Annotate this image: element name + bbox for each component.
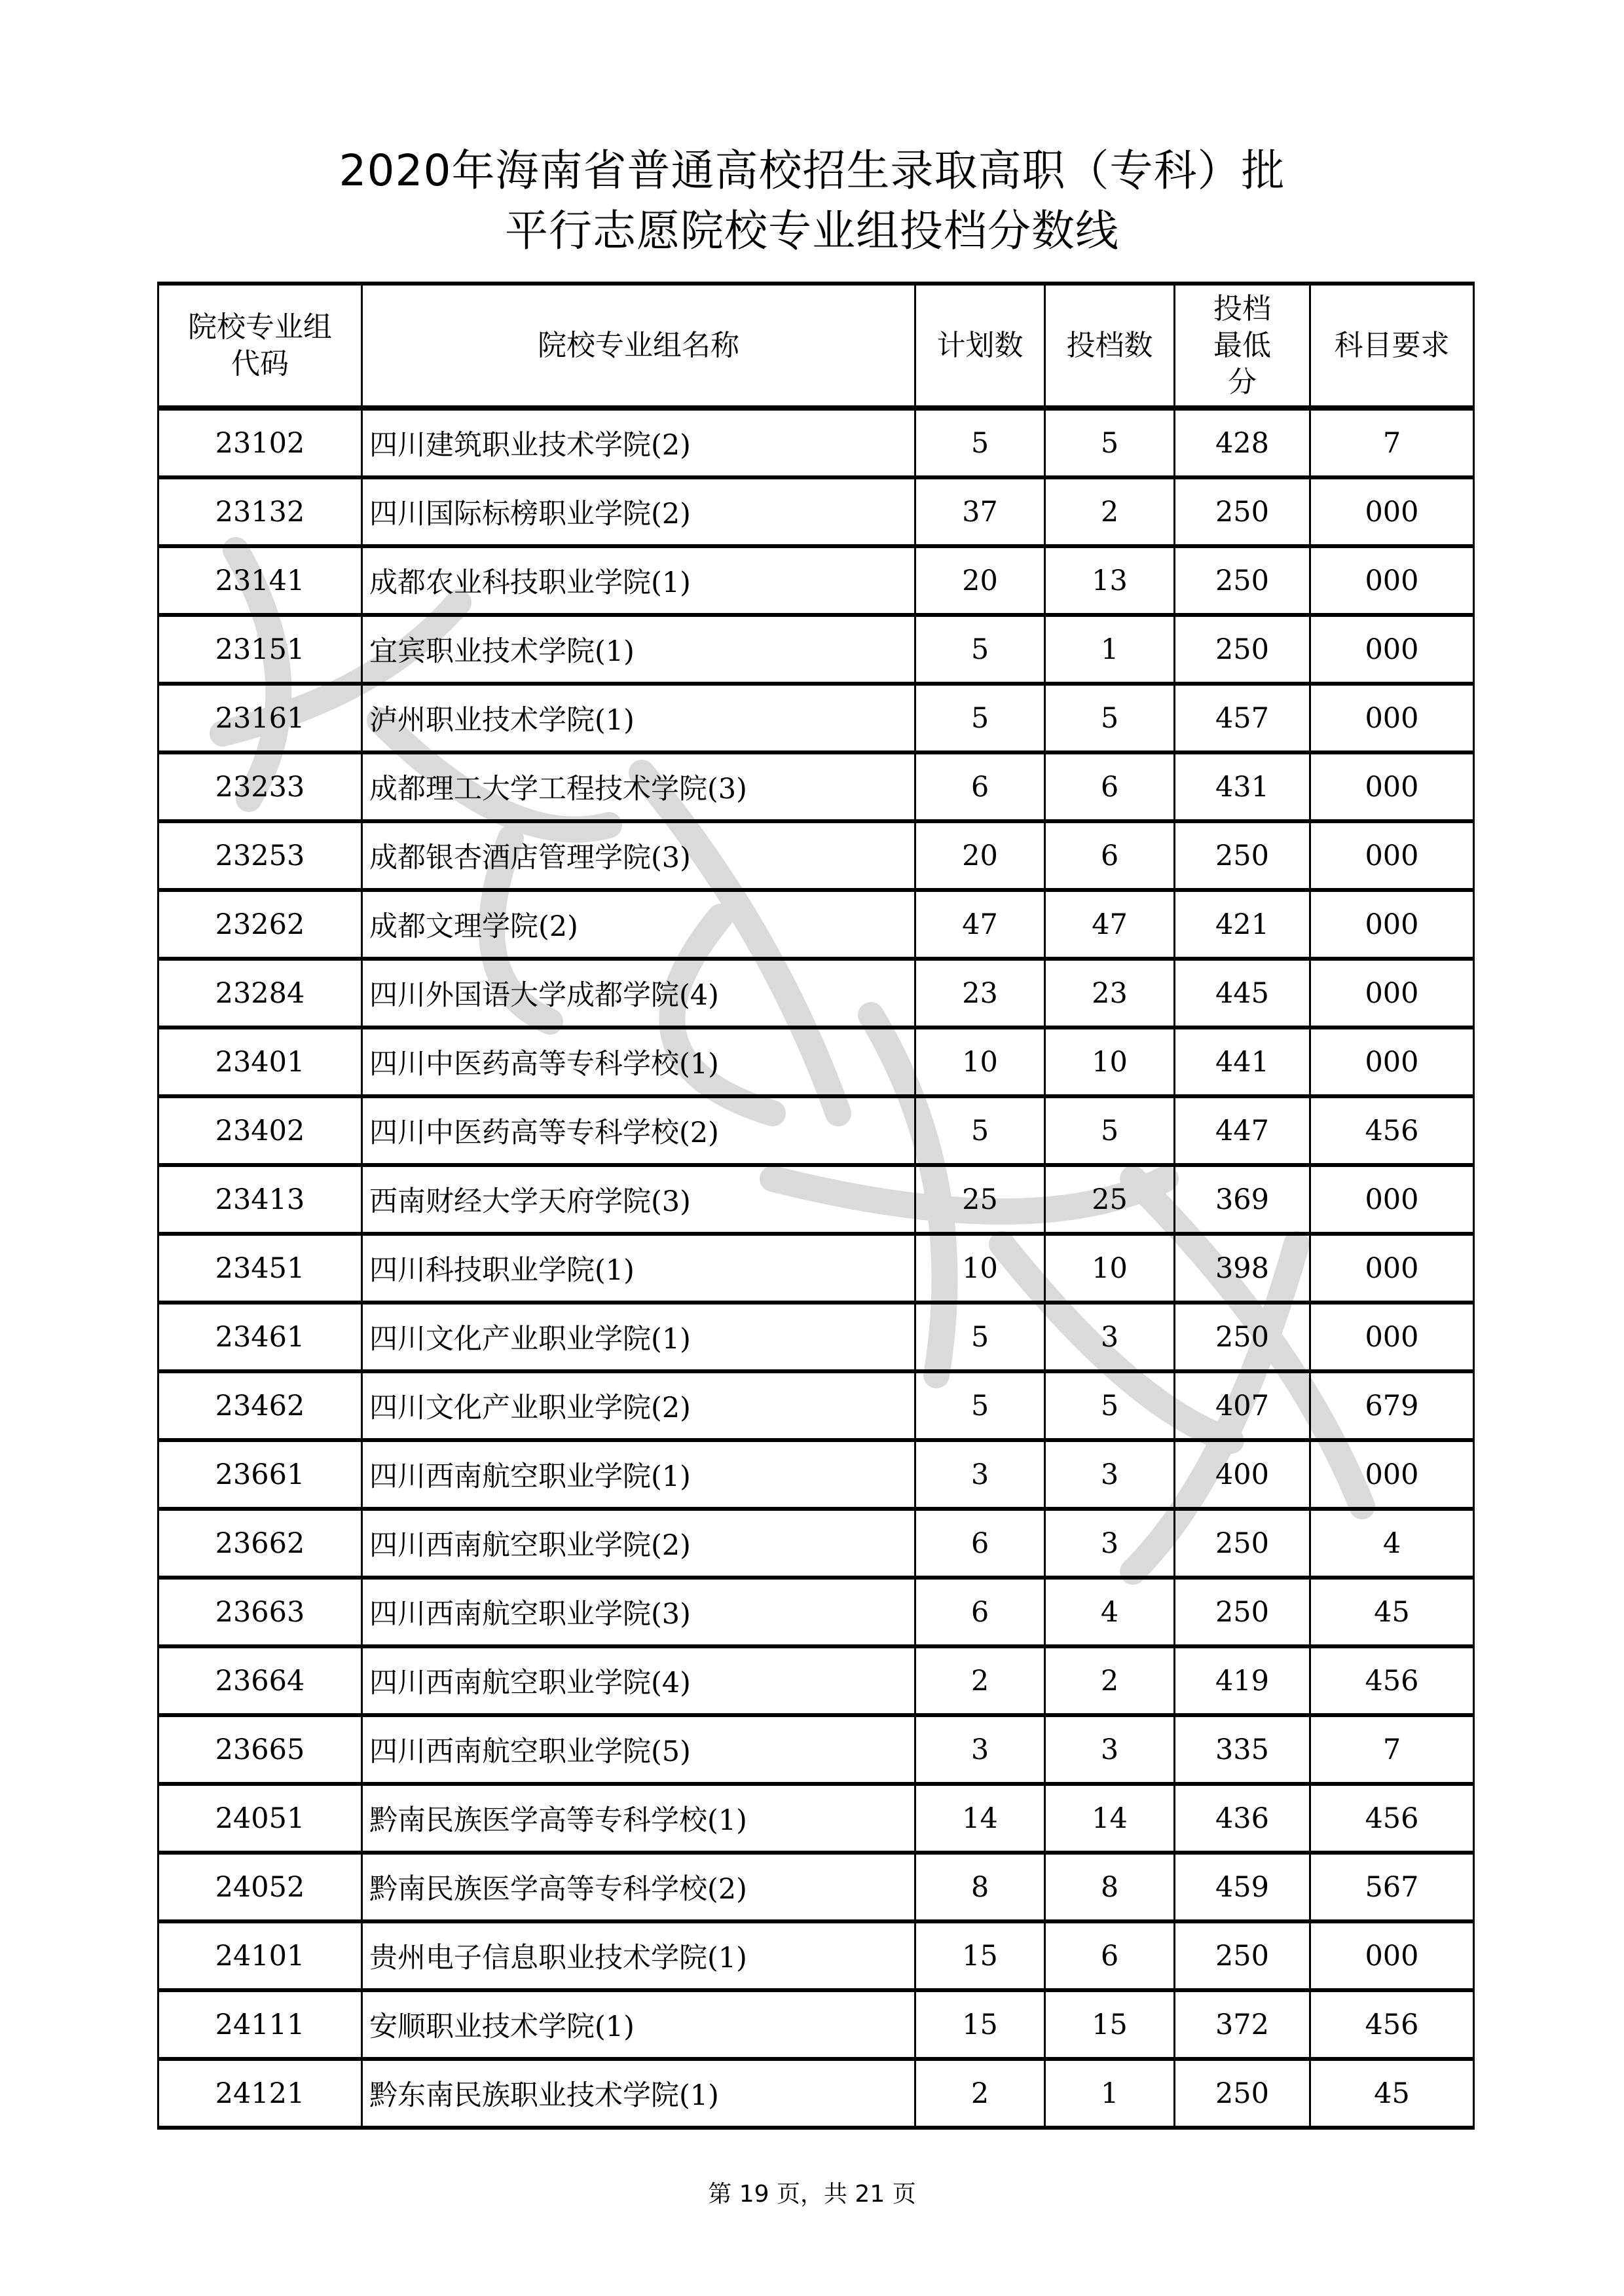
table-row <box>158 1509 1474 1578</box>
cell-min-score: 436 <box>1175 1784 1310 1853</box>
cell-subject-requirement: 000 <box>1310 752 1474 821</box>
cell-plan-count: 5 <box>915 1371 1045 1440</box>
cell-group-name: 四川西南航空职业学院(3) <box>362 1578 915 1646</box>
cell-group-code: 23284 <box>158 959 362 1028</box>
cell-min-score: 250 <box>1175 615 1310 684</box>
cell-min-score: 250 <box>1175 821 1310 890</box>
table-row <box>158 1578 1474 1646</box>
cell-admitted-count: 5 <box>1045 408 1175 477</box>
table-row <box>158 1371 1474 1440</box>
cell-min-score: 407 <box>1175 1371 1310 1440</box>
cell-group-name: 贵州电子信息职业技术学院(1) <box>362 1921 915 1990</box>
cell-subject-requirement: 7 <box>1310 408 1474 477</box>
cell-group-name: 四川中医药高等专科学校(1) <box>362 1028 915 1096</box>
admission-score-table <box>157 282 1475 2130</box>
cell-min-score: 250 <box>1175 1921 1310 1990</box>
cell-admitted-count: 1 <box>1045 615 1175 684</box>
cell-plan-count: 3 <box>915 1715 1045 1784</box>
cell-group-code: 24121 <box>158 2059 362 2128</box>
cell-min-score: 447 <box>1175 1096 1310 1165</box>
cell-admitted-count: 25 <box>1045 1165 1175 1234</box>
cell-group-code: 23665 <box>158 1715 362 1784</box>
cell-plan-count: 6 <box>915 752 1045 821</box>
table-row <box>158 1784 1474 1853</box>
header-subjects: 科目要求 <box>1310 284 1474 408</box>
cell-plan-count: 10 <box>915 1234 1045 1303</box>
cell-admitted-count: 10 <box>1045 1234 1175 1303</box>
cell-group-code: 24111 <box>158 1990 362 2059</box>
cell-group-code: 23413 <box>158 1165 362 1234</box>
cell-plan-count: 5 <box>915 1096 1045 1165</box>
table-row <box>158 1440 1474 1509</box>
cell-subject-requirement: 4 <box>1310 1509 1474 1578</box>
cell-group-name: 黔东南民族职业技术学院(1) <box>362 2059 915 2128</box>
table-row <box>158 408 1474 477</box>
cell-subject-requirement: 000 <box>1310 546 1474 615</box>
cell-group-code: 23102 <box>158 408 362 477</box>
cell-group-name: 四川西南航空职业学院(2) <box>362 1509 915 1578</box>
cell-admitted-count: 5 <box>1045 1371 1175 1440</box>
cell-admitted-count: 23 <box>1045 959 1175 1028</box>
cell-group-name: 四川文化产业职业学院(1) <box>362 1303 915 1371</box>
table-row <box>158 1303 1474 1371</box>
cell-admitted-count: 4 <box>1045 1578 1175 1646</box>
cell-admitted-count: 3 <box>1045 1715 1175 1784</box>
cell-group-name: 四川西南航空职业学院(1) <box>362 1440 915 1509</box>
cell-group-code: 23151 <box>158 615 362 684</box>
cell-min-score: 372 <box>1175 1990 1310 2059</box>
document-title-line-2: 平行志愿院校专业组投档分数线 <box>505 206 1119 256</box>
table-row <box>158 1990 1474 2059</box>
cell-admitted-count: 15 <box>1045 1990 1175 2059</box>
cell-min-score: 250 <box>1175 1509 1310 1578</box>
table-row <box>158 959 1474 1028</box>
cell-min-score: 445 <box>1175 959 1310 1028</box>
cell-subject-requirement: 679 <box>1310 1371 1474 1440</box>
cell-subject-requirement: 000 <box>1310 684 1474 752</box>
header-min-score: 投档最低分 <box>1175 284 1310 408</box>
cell-group-code: 23461 <box>158 1303 362 1371</box>
table-header-row <box>158 284 1474 408</box>
cell-plan-count: 2 <box>915 2059 1045 2128</box>
cell-min-score: 419 <box>1175 1646 1310 1715</box>
cell-min-score: 421 <box>1175 890 1310 959</box>
cell-admitted-count: 6 <box>1045 752 1175 821</box>
table-row <box>158 546 1474 615</box>
cell-subject-requirement: 000 <box>1310 477 1474 546</box>
page-number-footer: 第 19 页，共 21 页 <box>708 2181 916 2208</box>
table-row <box>158 821 1474 890</box>
cell-plan-count: 14 <box>915 1784 1045 1853</box>
cell-plan-count: 20 <box>915 821 1045 890</box>
cell-group-code: 23462 <box>158 1371 362 1440</box>
cell-admitted-count: 14 <box>1045 1784 1175 1853</box>
cell-group-name: 成都农业科技职业学院(1) <box>362 546 915 615</box>
cell-admitted-count: 1 <box>1045 2059 1175 2128</box>
cell-plan-count: 25 <box>915 1165 1045 1234</box>
table-row <box>158 752 1474 821</box>
table-row <box>158 1715 1474 1784</box>
cell-min-score: 250 <box>1175 2059 1310 2128</box>
cell-subject-requirement: 000 <box>1310 959 1474 1028</box>
cell-group-name: 四川西南航空职业学院(4) <box>362 1646 915 1715</box>
cell-group-code: 23233 <box>158 752 362 821</box>
cell-plan-count: 20 <box>915 546 1045 615</box>
table-row <box>158 477 1474 546</box>
cell-subject-requirement: 567 <box>1310 1853 1474 1921</box>
cell-admitted-count: 2 <box>1045 477 1175 546</box>
cell-subject-requirement: 45 <box>1310 1578 1474 1646</box>
cell-subject-requirement: 456 <box>1310 1784 1474 1853</box>
cell-admitted-count: 6 <box>1045 821 1175 890</box>
cell-plan-count: 15 <box>915 1921 1045 1990</box>
table-row <box>158 1165 1474 1234</box>
cell-admitted-count: 8 <box>1045 1853 1175 1921</box>
cell-group-name: 四川建筑职业技术学院(2) <box>362 408 915 477</box>
cell-admitted-count: 3 <box>1045 1440 1175 1509</box>
cell-group-code: 23262 <box>158 890 362 959</box>
cell-plan-count: 6 <box>915 1509 1045 1578</box>
cell-group-name: 黔南民族医学高等专科学校(1) <box>362 1784 915 1853</box>
cell-group-name: 四川中医药高等专科学校(2) <box>362 1096 915 1165</box>
cell-group-name: 成都理工大学工程技术学院(3) <box>362 752 915 821</box>
cell-plan-count: 15 <box>915 1990 1045 2059</box>
cell-min-score: 428 <box>1175 408 1310 477</box>
cell-plan-count: 5 <box>915 1303 1045 1371</box>
header-admitted: 投档数 <box>1045 284 1175 408</box>
cell-subject-requirement: 000 <box>1310 615 1474 684</box>
cell-admitted-count: 47 <box>1045 890 1175 959</box>
cell-admitted-count: 13 <box>1045 546 1175 615</box>
cell-group-code: 23253 <box>158 821 362 890</box>
cell-group-code: 23451 <box>158 1234 362 1303</box>
header-code: 院校专业组代码 <box>158 284 362 408</box>
table-row <box>158 1646 1474 1715</box>
table-row <box>158 684 1474 752</box>
cell-subject-requirement: 000 <box>1310 1234 1474 1303</box>
cell-group-name: 四川文化产业职业学院(2) <box>362 1371 915 1440</box>
cell-subject-requirement: 45 <box>1310 2059 1474 2128</box>
table-row <box>158 1096 1474 1165</box>
cell-min-score: 431 <box>1175 752 1310 821</box>
cell-subject-requirement: 000 <box>1310 890 1474 959</box>
cell-subject-requirement: 456 <box>1310 1646 1474 1715</box>
cell-plan-count: 2 <box>915 1646 1045 1715</box>
cell-subject-requirement: 000 <box>1310 1440 1474 1509</box>
cell-group-name: 宜宾职业技术学院(1) <box>362 615 915 684</box>
table-row <box>158 2059 1474 2128</box>
table-row <box>158 1234 1474 1303</box>
cell-group-code: 23402 <box>158 1096 362 1165</box>
cell-subject-requirement: 7 <box>1310 1715 1474 1784</box>
cell-min-score: 398 <box>1175 1234 1310 1303</box>
cell-group-code: 23141 <box>158 546 362 615</box>
cell-min-score: 250 <box>1175 546 1310 615</box>
cell-group-code: 24052 <box>158 1853 362 1921</box>
cell-group-code: 23664 <box>158 1646 362 1715</box>
cell-subject-requirement: 000 <box>1310 1303 1474 1371</box>
cell-group-name: 泸州职业技术学院(1) <box>362 684 915 752</box>
cell-min-score: 335 <box>1175 1715 1310 1784</box>
cell-plan-count: 23 <box>915 959 1045 1028</box>
cell-admitted-count: 6 <box>1045 1921 1175 1990</box>
cell-group-code: 24051 <box>158 1784 362 1853</box>
cell-plan-count: 47 <box>915 890 1045 959</box>
cell-group-name: 黔南民族医学高等专科学校(2) <box>362 1853 915 1921</box>
cell-group-code: 23401 <box>158 1028 362 1096</box>
cell-min-score: 250 <box>1175 477 1310 546</box>
table-row <box>158 1853 1474 1921</box>
cell-plan-count: 5 <box>915 684 1045 752</box>
cell-plan-count: 10 <box>915 1028 1045 1096</box>
table-row <box>158 1028 1474 1096</box>
cell-min-score: 250 <box>1175 1578 1310 1646</box>
header-plan: 计划数 <box>915 284 1045 408</box>
cell-min-score: 459 <box>1175 1853 1310 1921</box>
cell-group-name: 安顺职业技术学院(1) <box>362 1990 915 2059</box>
cell-subject-requirement: 456 <box>1310 1990 1474 2059</box>
cell-group-name: 成都文理学院(2) <box>362 890 915 959</box>
table-row <box>158 1921 1474 1990</box>
cell-group-name: 四川国际标榜职业学院(2) <box>362 477 915 546</box>
cell-admitted-count: 3 <box>1045 1303 1175 1371</box>
cell-subject-requirement: 000 <box>1310 1028 1474 1096</box>
cell-min-score: 400 <box>1175 1440 1310 1509</box>
cell-subject-requirement: 000 <box>1310 1921 1474 1990</box>
cell-group-code: 23663 <box>158 1578 362 1646</box>
header-name: 院校专业组名称 <box>362 284 915 408</box>
cell-group-code: 24101 <box>158 1921 362 1990</box>
cell-group-code: 23132 <box>158 477 362 546</box>
cell-plan-count: 37 <box>915 477 1045 546</box>
cell-subject-requirement: 000 <box>1310 1165 1474 1234</box>
cell-plan-count: 5 <box>915 408 1045 477</box>
cell-admitted-count: 3 <box>1045 1509 1175 1578</box>
cell-group-code: 23662 <box>158 1509 362 1578</box>
cell-group-name: 成都银杏酒店管理学院(3) <box>362 821 915 890</box>
cell-min-score: 457 <box>1175 684 1310 752</box>
cell-group-name: 四川科技职业学院(1) <box>362 1234 915 1303</box>
cell-group-name: 四川西南航空职业学院(5) <box>362 1715 915 1784</box>
cell-plan-count: 6 <box>915 1578 1045 1646</box>
cell-min-score: 369 <box>1175 1165 1310 1234</box>
cell-min-score: 250 <box>1175 1303 1310 1371</box>
cell-plan-count: 3 <box>915 1440 1045 1509</box>
cell-group-name: 西南财经大学天府学院(3) <box>362 1165 915 1234</box>
table-row <box>158 890 1474 959</box>
cell-plan-count: 5 <box>915 615 1045 684</box>
cell-group-code: 23161 <box>158 684 362 752</box>
cell-admitted-count: 5 <box>1045 1096 1175 1165</box>
cell-group-name: 四川外国语大学成都学院(4) <box>362 959 915 1028</box>
cell-group-code: 23661 <box>158 1440 362 1509</box>
cell-subject-requirement: 000 <box>1310 821 1474 890</box>
cell-admitted-count: 5 <box>1045 684 1175 752</box>
document-title-line-1: 2020年海南省普通高校招生录取高职（专科）批 <box>339 145 1285 196</box>
cell-subject-requirement: 456 <box>1310 1096 1474 1165</box>
cell-plan-count: 8 <box>915 1853 1045 1921</box>
cell-min-score: 441 <box>1175 1028 1310 1096</box>
cell-admitted-count: 10 <box>1045 1028 1175 1096</box>
cell-admitted-count: 2 <box>1045 1646 1175 1715</box>
table-row <box>158 615 1474 684</box>
